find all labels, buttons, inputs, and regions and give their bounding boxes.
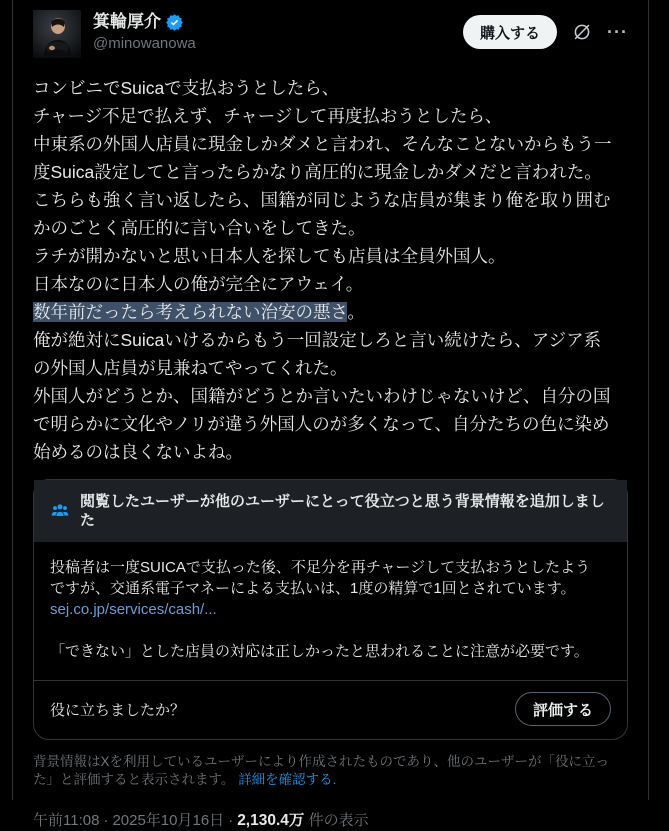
community-people-icon bbox=[50, 501, 70, 521]
grok-icon[interactable] bbox=[571, 21, 593, 43]
note-text-line: 投稿者は一度SUICAで支払った後、不足分を再チャージして支払おうとしたよう bbox=[50, 559, 591, 576]
selected-text: 数年前だったら考えられない治安の悪さ bbox=[33, 302, 348, 322]
avatar[interactable] bbox=[33, 10, 81, 58]
learn-more-link[interactable]: 詳細を確認する. bbox=[238, 772, 337, 787]
post-column bbox=[12, 0, 649, 829]
community-note-body bbox=[34, 542, 627, 680]
verified-badge-icon bbox=[165, 13, 184, 32]
tweet-text-line-highlighted bbox=[33, 298, 628, 326]
user-handle[interactable]: @minowanowa bbox=[93, 35, 196, 52]
post-date: 2025年10月16日 bbox=[112, 812, 225, 829]
note-source-link[interactable]: sej.co.jp/services/cash/... bbox=[50, 601, 217, 618]
community-note-header bbox=[34, 480, 627, 542]
tweet-text-line: 外国人がどうとか、国籍がどうとか言いたいわけじゃないけど、自分の国 bbox=[33, 386, 611, 406]
disclaimer-text: 背景情報はXを利用しているユーザーにより作成されたものであり、他のユーザーが「役に立った」と評価すると表示されます。 bbox=[33, 754, 610, 787]
identity-block bbox=[93, 10, 463, 54]
avatar-photo bbox=[33, 10, 81, 58]
tweet-text-line: で明らかに文化やノリが違う外国人のが多くなって、自分たちの色に染め bbox=[33, 414, 610, 434]
note-text-line: ですが、交通系電子マネーによる支払いは、1度の精算で1回とされています。 bbox=[50, 580, 576, 597]
tweet-text-line: 日本なのに日本人の俺が完全にアウェイ。 bbox=[33, 274, 364, 294]
meta-separator: · bbox=[228, 812, 234, 829]
post-meta bbox=[33, 811, 628, 831]
tweet-text-line: かのごとく高圧的に言い合いをしてきた。 bbox=[33, 218, 366, 238]
rate-note-button[interactable]: 評価する bbox=[515, 692, 611, 726]
more-options-icon[interactable]: ··· bbox=[607, 21, 628, 42]
header-actions bbox=[463, 10, 628, 49]
tweet-text-line: チャージ不足で払えず、チャージして再度払おうとしたら、 bbox=[33, 106, 503, 126]
note-helpful-question: 役に立ちましたか？ bbox=[50, 701, 186, 719]
tweet-text-line: コンビニでSuicaで支払おうとしたら、 bbox=[33, 78, 340, 98]
community-note bbox=[33, 479, 628, 740]
view-count-suffix: 件の表示 bbox=[308, 812, 369, 829]
tweet-text-line: 俺が絶対にSuicaいけるからもう一回設定しろと言い続けたら、アジア系 bbox=[33, 330, 602, 350]
view-count[interactable]: 2,130.4万 bbox=[237, 812, 305, 829]
tweet-text-line: ラチが開かないと思い日本人を探しても店員は全員外国人。 bbox=[33, 246, 506, 266]
note-text-line: 「できない」とした店員の対応は正しかったと思われることに注意が必要です。 bbox=[50, 643, 589, 660]
post-header bbox=[33, 10, 628, 58]
display-name[interactable]: 箕輪厚介 bbox=[93, 12, 161, 31]
tweet-text-line: 始めるのは良くないよね。 bbox=[33, 442, 243, 462]
community-note-title: 閲覧したユーザーが他のユーザーにとって役立つと思う背景情報を追加しました bbox=[80, 493, 605, 529]
tweet-text-line: 度Suica設定してと言ったらかなり高圧的に現金しかダメだと言われた。 bbox=[33, 162, 602, 182]
tweet-text-line: 中東系の外国人店員に現金しかダメと言われ、そんなことないからもう一 bbox=[33, 134, 612, 154]
post-time: 午前11:08 bbox=[33, 812, 100, 829]
buy-button[interactable]: 購入する bbox=[463, 15, 557, 49]
tweet-text-line: の外国人店員が見兼ねてやってくれた。 bbox=[33, 358, 348, 378]
note-disclaimer bbox=[33, 753, 628, 789]
tweet-text-line: こちらも強く言い返したら、国籍が同じような店員が集まり俺を取り囲む bbox=[33, 190, 611, 210]
selected-text-suffix: 。 bbox=[347, 302, 365, 322]
meta-separator: · bbox=[103, 812, 109, 829]
community-note-footer bbox=[34, 680, 627, 739]
tweet-text bbox=[33, 74, 628, 466]
